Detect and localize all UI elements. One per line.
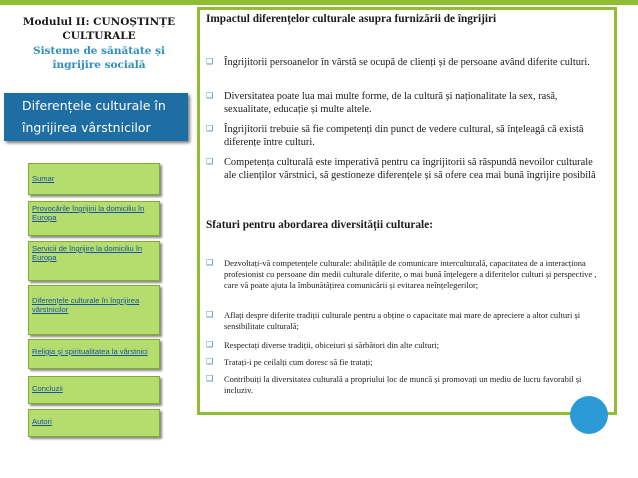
nav-link-authors[interactable]: Autori [32,417,52,426]
module-subtitle: Sisteme de sănătate și îngrijire socială [32,45,166,71]
bullet-text: Contribuiți la diversitatea culturală a propriului loc de muncă și promovați un mediu de lucru favorabil și incluziv. [224,374,582,395]
nav-item-religion-spirituality[interactable] [28,339,160,369]
module-title: Modulul II: CUNOȘTINȚE CULTURALE [22,16,176,42]
heading-cultural-impact: Impactul diferențelor culturale asupra furnizării de îngrijiri [206,13,497,25]
bullet-text: Competența culturală este imperativă pentru ca îngrijitorii să răspundă nevoilor culturale ale clienților vârstnici, să gestioneze diferențele și să ofere cea mai bună îngrijire posibilă [224,157,596,181]
bullet-icon: ❑ [206,357,214,366]
list-item [201,258,607,291]
nav-item-conclusions[interactable] [28,376,160,404]
bullet-text: Dezvoltați-vă competențele culturale: abilitățile de comunicare interculturală, capacitatea de a interacționa profesionist cu persoane din medii culturale diferite, o mai bună înțelegere a diferitelor culturi și perspective , care vă poate ajuta la îmbunătățirea comunicării și evitarea neînțelegerilor; [224,258,597,290]
bullet-text: Respectați diverse tradiții, obiceiuri și sărbători din alte culturi; [224,340,440,350]
nav-item-summary[interactable] [28,163,160,195]
list-item [201,310,607,332]
list-item [201,124,607,149]
bullet-icon: ❑ [206,91,214,100]
bullet-icon: ❑ [206,374,214,383]
bullet-text: Îngrijitorii persoanelor în vârstă se ocupă de clienți și de persoane având diferite culturi. [224,57,590,68]
nav-item-home-care-challenges[interactable] [28,201,160,236]
bullet-text: Tratați-i pe ceilalți cum doresc să fie tratați; [224,357,373,367]
bullet-icon: ❑ [206,124,214,133]
nav-link-summary[interactable]: Sumar [32,174,55,183]
bullet-icon: ❑ [206,340,214,349]
nav-link-home-care-challenges[interactable]: Provocările îngrijirii la domiciliu în Europa [32,204,145,222]
nav-link-religion-spirituality[interactable]: Religia și spiritualitatea la vârstnici [32,347,148,356]
section-banner-title: Diferențele culturale în îngrijirea vârstnicilor [22,98,166,135]
bullet-text: Îngrijitorii trebuie să fie competenți din punct de vedere cultural, să înțeleagă că există diferențe între culturi. [224,124,584,148]
list-item [201,57,607,70]
list-item [201,340,607,351]
nav-item-home-care-services[interactable] [28,241,160,281]
nav-item-cultural-differences[interactable] [28,285,160,335]
list-item [201,157,607,182]
list-item [201,91,607,116]
bullet-icon: ❑ [206,157,214,166]
heading-diversity-tips: Sfaturi pentru abordarea diversității culturale: [206,219,433,231]
nav-item-authors[interactable] [28,409,160,437]
sidebar [0,5,196,478]
decorative-circle [570,396,608,434]
list-item [201,357,607,368]
list-item [201,374,607,396]
nav-link-cultural-differences[interactable]: Diferențele culturale în îngrijirea vârstnicilor [32,296,140,314]
nav-link-home-care-services[interactable]: Servicii de îngrijire la domiciliu în Europa [32,244,143,262]
bullet-icon: ❑ [206,310,214,319]
bullet-text: Diversitatea poate lua mai multe forme, de la cultură și naționalitate la sex, rasă, sexualitate, educație și multe altele. [224,91,558,115]
nav-link-conclusions[interactable]: Concluzii [32,384,63,393]
bullet-icon: ❑ [206,258,214,267]
bullet-text: Aflați despre diferite tradiții culturale pentru a obține o capacitate mai mare de apreciere a altor culturi și sensibilitate culturală; [224,310,581,331]
bullet-icon: ❑ [206,57,214,66]
